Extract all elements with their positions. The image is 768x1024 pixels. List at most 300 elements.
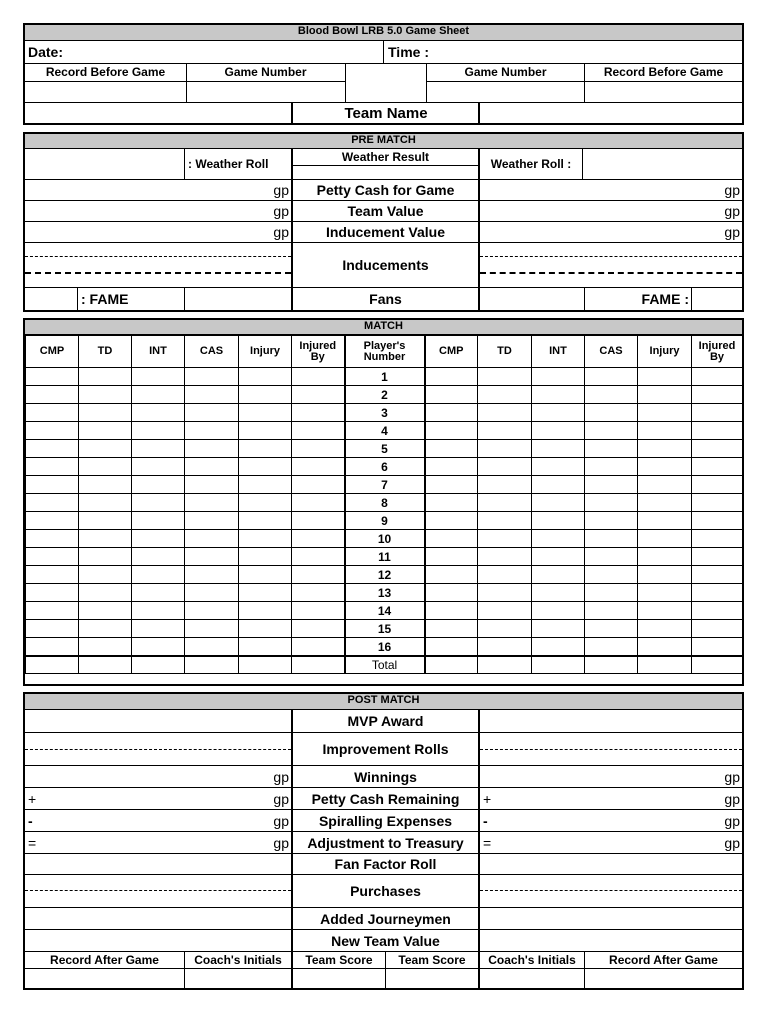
stat-cell[interactable] <box>692 386 743 404</box>
adjustment-right-gp: gp <box>724 834 740 851</box>
stat-cell[interactable] <box>132 566 185 584</box>
stat-cell[interactable] <box>692 584 743 602</box>
total-cell[interactable] <box>638 656 692 674</box>
stat-cell[interactable] <box>185 566 239 584</box>
table-row <box>26 584 743 602</box>
stat-cell[interactable] <box>532 620 585 638</box>
dashed-line <box>480 890 742 891</box>
stat-cell[interactable] <box>638 404 692 422</box>
spiralling-left-gp: gp <box>273 812 289 829</box>
stat-cell[interactable] <box>692 476 743 494</box>
match-section <box>23 318 744 686</box>
stat-cell[interactable] <box>532 548 585 566</box>
stat-cell[interactable] <box>239 458 292 476</box>
stat-cell[interactable] <box>292 404 345 422</box>
coach-initials-left-label: Coach's Initials <box>194 953 282 967</box>
stat-cell[interactable] <box>532 458 585 476</box>
match-title: MATCH <box>25 320 742 334</box>
spiralling-left-minus: - <box>28 812 33 829</box>
player-number-cell: 6 <box>345 458 425 476</box>
stat-cell[interactable] <box>132 386 185 404</box>
table-row <box>26 620 743 638</box>
stat-cell[interactable] <box>185 512 239 530</box>
stat-cell[interactable] <box>292 548 345 566</box>
inducement-value-right-gp: gp <box>724 224 740 240</box>
player-number-cell: 15 <box>345 620 425 638</box>
stat-cell[interactable] <box>638 458 692 476</box>
stat-cell[interactable] <box>425 476 478 494</box>
stat-cell[interactable] <box>79 368 132 386</box>
team-name-label: Team Name <box>344 105 428 122</box>
player-number-cell: 13 <box>345 584 425 602</box>
stat-cell[interactable] <box>239 386 292 404</box>
record-after-left-label: Record After Game <box>50 953 159 967</box>
petty-remaining-left-plus: + <box>28 790 37 807</box>
player-number-cell: 11 <box>345 548 425 566</box>
stat-cell[interactable] <box>132 404 185 422</box>
player-number-cell: 2 <box>345 386 425 404</box>
stat-cell[interactable] <box>239 548 292 566</box>
stat-cell[interactable] <box>585 548 638 566</box>
stat-cell[interactable] <box>185 476 239 494</box>
stat-cell[interactable] <box>185 638 239 657</box>
stat-cell[interactable] <box>132 476 185 494</box>
table-row <box>26 548 743 566</box>
table-row <box>26 386 743 404</box>
column-header-left: CAS <box>185 336 239 368</box>
stat-cell[interactable] <box>185 530 239 548</box>
total-cell[interactable] <box>585 656 638 674</box>
stat-cell[interactable] <box>79 458 132 476</box>
stat-cell[interactable] <box>585 422 638 440</box>
player-number-cell: 5 <box>345 440 425 458</box>
dashed-line <box>480 749 742 750</box>
inducements-label: Inducements <box>342 257 429 273</box>
stat-cell[interactable] <box>692 548 743 566</box>
stat-cell[interactable] <box>532 368 585 386</box>
stat-cell[interactable] <box>692 620 743 638</box>
dashed-line <box>480 256 742 257</box>
stat-cell[interactable] <box>478 422 532 440</box>
table-row <box>26 368 743 386</box>
stat-cell[interactable] <box>132 458 185 476</box>
stat-cell[interactable] <box>425 422 478 440</box>
stat-cell[interactable] <box>585 458 638 476</box>
total-cell[interactable] <box>478 656 532 674</box>
stat-cell[interactable] <box>532 494 585 512</box>
stat-cell[interactable] <box>239 620 292 638</box>
stat-cell[interactable] <box>692 368 743 386</box>
stat-cell[interactable] <box>692 404 743 422</box>
stat-cell[interactable] <box>425 602 478 620</box>
stat-cell[interactable] <box>185 422 239 440</box>
stat-cell[interactable] <box>132 368 185 386</box>
player-number-cell: 4 <box>345 422 425 440</box>
stat-cell[interactable] <box>79 476 132 494</box>
divider <box>383 41 384 63</box>
table-row <box>26 494 743 512</box>
total-cell[interactable] <box>79 656 132 674</box>
stat-cell[interactable] <box>79 530 132 548</box>
stat-cell[interactable] <box>185 458 239 476</box>
stat-cell[interactable] <box>532 602 585 620</box>
stat-cell[interactable] <box>26 620 79 638</box>
total-cell[interactable] <box>185 656 239 674</box>
stat-cell[interactable] <box>292 476 345 494</box>
stat-cell[interactable] <box>425 620 478 638</box>
column-header-left: INT <box>132 336 185 368</box>
stat-cell[interactable] <box>478 404 532 422</box>
stat-cell[interactable] <box>26 530 79 548</box>
stat-cell[interactable] <box>532 530 585 548</box>
stat-cell[interactable] <box>132 638 185 657</box>
stat-cell[interactable] <box>638 566 692 584</box>
stat-cell[interactable] <box>239 422 292 440</box>
coach-initials-right-label: Coach's Initials <box>488 953 576 967</box>
stat-cell[interactable] <box>638 422 692 440</box>
stat-cell[interactable] <box>292 494 345 512</box>
stat-cell[interactable] <box>692 440 743 458</box>
record-after-right-label: Record After Game <box>609 953 718 967</box>
table-row <box>26 530 743 548</box>
improvement-rolls-label: Improvement Rolls <box>322 741 449 757</box>
stat-cell[interactable] <box>425 584 478 602</box>
divider <box>582 149 583 179</box>
stat-cell[interactable] <box>132 530 185 548</box>
stat-cell[interactable] <box>185 548 239 566</box>
stat-cell[interactable] <box>425 386 478 404</box>
stat-cell[interactable] <box>425 368 478 386</box>
stat-cell[interactable] <box>26 458 79 476</box>
total-cell[interactable] <box>692 656 743 674</box>
stat-cell[interactable] <box>478 530 532 548</box>
stat-cell[interactable] <box>532 422 585 440</box>
player-number-cell: 7 <box>345 476 425 494</box>
stat-cell[interactable] <box>239 368 292 386</box>
stat-cell[interactable] <box>425 404 478 422</box>
table-total-row <box>26 656 743 674</box>
stat-cell[interactable] <box>638 530 692 548</box>
stat-cell[interactable] <box>532 638 585 657</box>
stat-cell[interactable] <box>132 494 185 512</box>
weather-roll-left-label: : Weather Roll <box>188 157 269 171</box>
stat-cell[interactable] <box>638 602 692 620</box>
stat-cell[interactable] <box>692 566 743 584</box>
table-row <box>26 458 743 476</box>
dashed-line <box>480 272 742 274</box>
stat-cell[interactable] <box>26 368 79 386</box>
stat-cell[interactable] <box>478 386 532 404</box>
stat-cell[interactable] <box>532 386 585 404</box>
stat-cell[interactable] <box>425 548 478 566</box>
stat-cell[interactable] <box>79 422 132 440</box>
stat-cell[interactable] <box>585 440 638 458</box>
divider <box>184 288 185 310</box>
spiralling-right-gp: gp <box>724 812 740 829</box>
stat-cell[interactable] <box>79 512 132 530</box>
petty-cash-right-gp: gp <box>724 182 740 198</box>
stat-cell[interactable] <box>638 386 692 404</box>
stat-cell[interactable] <box>26 602 79 620</box>
divider <box>691 288 692 310</box>
stat-cell[interactable] <box>239 512 292 530</box>
stat-cell[interactable] <box>292 584 345 602</box>
stat-cell[interactable] <box>478 620 532 638</box>
adjustment-left-gp: gp <box>273 834 289 851</box>
winnings-left-gp: gp <box>273 768 289 785</box>
total-cell[interactable] <box>239 656 292 674</box>
divider <box>25 968 742 969</box>
adjustment-right-equals: = <box>483 834 492 851</box>
table-row <box>26 512 743 530</box>
stat-cell[interactable] <box>292 368 345 386</box>
stat-cell[interactable] <box>292 620 345 638</box>
stat-cell[interactable] <box>478 440 532 458</box>
stat-cell[interactable] <box>132 548 185 566</box>
stat-cell[interactable] <box>26 440 79 458</box>
stat-cell[interactable] <box>692 494 743 512</box>
stat-cell[interactable] <box>585 368 638 386</box>
column-header-left: TD <box>79 336 132 368</box>
pre-match-title: PRE MATCH <box>25 134 742 148</box>
divider <box>478 102 480 125</box>
stat-cell[interactable] <box>292 638 345 657</box>
stat-cell[interactable] <box>239 440 292 458</box>
petty-cash-label: Petty Cash for Game <box>316 182 455 198</box>
stat-cell[interactable] <box>478 638 532 657</box>
stat-cell[interactable] <box>26 404 79 422</box>
stat-cell[interactable] <box>478 584 532 602</box>
stat-cell[interactable] <box>585 476 638 494</box>
column-header-right: Injured By <box>692 336 743 368</box>
stat-cell[interactable] <box>478 566 532 584</box>
stat-cell[interactable] <box>532 404 585 422</box>
stat-cell[interactable] <box>585 602 638 620</box>
stat-cell[interactable] <box>132 602 185 620</box>
stat-cell[interactable] <box>585 620 638 638</box>
stat-cell[interactable] <box>425 458 478 476</box>
stat-cell[interactable] <box>292 386 345 404</box>
divider <box>25 81 345 82</box>
stat-cell[interactable] <box>692 602 743 620</box>
stat-cell[interactable] <box>239 494 292 512</box>
stat-cell[interactable] <box>185 368 239 386</box>
column-header-left: CMP <box>26 336 79 368</box>
total-cell[interactable] <box>532 656 585 674</box>
stat-cell[interactable] <box>585 404 638 422</box>
stat-cell[interactable] <box>239 602 292 620</box>
stat-cell[interactable] <box>26 548 79 566</box>
divider <box>293 165 478 166</box>
stat-cell[interactable] <box>239 530 292 548</box>
stat-cell[interactable] <box>132 584 185 602</box>
winnings-right-gp: gp <box>724 768 740 785</box>
fame-right-label: FAME : <box>641 291 689 307</box>
stat-cell[interactable] <box>79 440 132 458</box>
stat-cell[interactable] <box>532 440 585 458</box>
stat-cell[interactable] <box>585 566 638 584</box>
table-row <box>26 440 743 458</box>
stat-cell[interactable] <box>638 494 692 512</box>
stat-cell[interactable] <box>292 422 345 440</box>
column-header-right: INT <box>532 336 585 368</box>
stat-cell[interactable] <box>185 440 239 458</box>
stat-cell[interactable] <box>692 422 743 440</box>
stat-cell[interactable] <box>638 548 692 566</box>
dashed-line <box>25 256 291 257</box>
stat-cell[interactable] <box>185 620 239 638</box>
stat-cell[interactable] <box>132 422 185 440</box>
stat-cell[interactable] <box>692 458 743 476</box>
stat-cell[interactable] <box>585 584 638 602</box>
table-header-row <box>26 336 743 368</box>
stat-cell[interactable] <box>425 440 478 458</box>
stat-cell[interactable] <box>425 530 478 548</box>
petty-remaining-left-gp: gp <box>273 790 289 807</box>
stat-cell[interactable] <box>638 638 692 657</box>
stat-cell[interactable] <box>425 566 478 584</box>
stat-cell[interactable] <box>292 602 345 620</box>
stat-cell[interactable] <box>478 458 532 476</box>
stat-cell[interactable] <box>26 422 79 440</box>
divider <box>426 81 742 82</box>
stat-cell[interactable] <box>692 512 743 530</box>
stat-cell[interactable] <box>79 404 132 422</box>
stat-cell[interactable] <box>79 386 132 404</box>
stat-cell[interactable] <box>239 404 292 422</box>
stat-cell[interactable] <box>185 386 239 404</box>
stat-cell[interactable] <box>26 638 79 657</box>
stat-cell[interactable] <box>532 476 585 494</box>
sheet-title: Blood Bowl LRB 5.0 Game Sheet <box>25 25 742 40</box>
total-label: Total <box>345 656 425 674</box>
stat-cell[interactable] <box>239 584 292 602</box>
stat-cell[interactable] <box>425 494 478 512</box>
stat-cell[interactable] <box>585 512 638 530</box>
stat-cell[interactable] <box>425 512 478 530</box>
column-header-player-number: Player's Number <box>345 336 425 368</box>
player-number-cell: 8 <box>345 494 425 512</box>
stat-cell[interactable] <box>79 548 132 566</box>
weather-roll-right-label: Weather Roll : <box>490 157 572 171</box>
stat-cell[interactable] <box>79 566 132 584</box>
stat-cell[interactable] <box>292 566 345 584</box>
table-row <box>26 422 743 440</box>
stat-cell[interactable] <box>638 368 692 386</box>
stat-cell[interactable] <box>638 584 692 602</box>
table-row <box>26 638 743 657</box>
stat-cell[interactable] <box>585 386 638 404</box>
spiralling-right-minus: - <box>483 812 488 829</box>
stat-cell[interactable] <box>638 620 692 638</box>
new-team-value-label: New Team Value <box>331 932 440 949</box>
stat-cell[interactable] <box>239 566 292 584</box>
petty-cash-left-gp: gp <box>273 182 289 198</box>
stat-cell[interactable] <box>532 512 585 530</box>
stat-cell[interactable] <box>478 476 532 494</box>
stat-cell[interactable] <box>692 530 743 548</box>
post-match-title: POST MATCH <box>25 694 742 709</box>
dashed-line <box>25 272 291 274</box>
stat-cell[interactable] <box>79 620 132 638</box>
total-cell[interactable] <box>425 656 478 674</box>
total-cell[interactable] <box>132 656 185 674</box>
total-cell[interactable] <box>26 656 79 674</box>
player-number-cell: 3 <box>345 404 425 422</box>
stat-cell[interactable] <box>478 602 532 620</box>
spiralling-expenses-label: Spiralling Expenses <box>318 812 453 829</box>
stat-cell[interactable] <box>292 440 345 458</box>
stat-cell[interactable] <box>425 638 478 657</box>
stat-cell[interactable] <box>292 530 345 548</box>
stat-cell[interactable] <box>132 620 185 638</box>
stat-cell[interactable] <box>185 602 239 620</box>
stat-cell[interactable] <box>585 530 638 548</box>
stat-cell[interactable] <box>185 494 239 512</box>
stat-cell[interactable] <box>79 584 132 602</box>
record-before-right-label: Record Before Game <box>603 65 724 79</box>
stat-cell[interactable] <box>478 494 532 512</box>
stat-cell[interactable] <box>292 512 345 530</box>
column-header-right: TD <box>478 336 532 368</box>
stat-cell[interactable] <box>478 548 532 566</box>
stat-cell[interactable] <box>478 512 532 530</box>
stat-cell[interactable] <box>26 566 79 584</box>
stat-cell[interactable] <box>585 638 638 657</box>
table-row <box>26 566 743 584</box>
column-header-left: Injured By <box>292 336 345 368</box>
stat-cell[interactable] <box>532 584 585 602</box>
stat-cell[interactable] <box>26 386 79 404</box>
stat-cell[interactable] <box>26 584 79 602</box>
total-cell[interactable] <box>292 656 345 674</box>
stat-cell[interactable] <box>26 494 79 512</box>
column-header-left: Injury <box>239 336 292 368</box>
stat-cell[interactable] <box>79 494 132 512</box>
match-stats-table <box>25 335 743 674</box>
stat-cell[interactable] <box>79 602 132 620</box>
stat-cell[interactable] <box>26 512 79 530</box>
header-section <box>23 23 744 125</box>
team-value-right-gp: gp <box>724 203 740 219</box>
stat-cell[interactable] <box>478 368 532 386</box>
time-label: Time : <box>388 44 429 60</box>
stat-cell[interactable] <box>185 404 239 422</box>
weather-result-label: Weather Result <box>341 150 430 164</box>
team-score-right-label: Team Score <box>398 953 466 967</box>
stat-cell[interactable] <box>692 638 743 657</box>
stat-cell[interactable] <box>638 476 692 494</box>
stat-cell[interactable] <box>26 476 79 494</box>
stat-cell[interactable] <box>132 512 185 530</box>
stat-cell[interactable] <box>239 476 292 494</box>
stat-cell[interactable] <box>79 638 132 657</box>
inducement-value-left-gp: gp <box>273 224 289 240</box>
stat-cell[interactable] <box>292 458 345 476</box>
player-number-cell: 9 <box>345 512 425 530</box>
fans-label: Fans <box>369 291 402 307</box>
stat-cell[interactable] <box>585 494 638 512</box>
stat-cell[interactable] <box>532 566 585 584</box>
column-header-right: Injury <box>638 336 692 368</box>
table-row <box>26 602 743 620</box>
stat-cell[interactable] <box>132 440 185 458</box>
stat-cell[interactable] <box>638 512 692 530</box>
divider <box>345 64 346 102</box>
stat-cell[interactable] <box>239 638 292 657</box>
stat-cell[interactable] <box>185 584 239 602</box>
stat-cell[interactable] <box>638 440 692 458</box>
